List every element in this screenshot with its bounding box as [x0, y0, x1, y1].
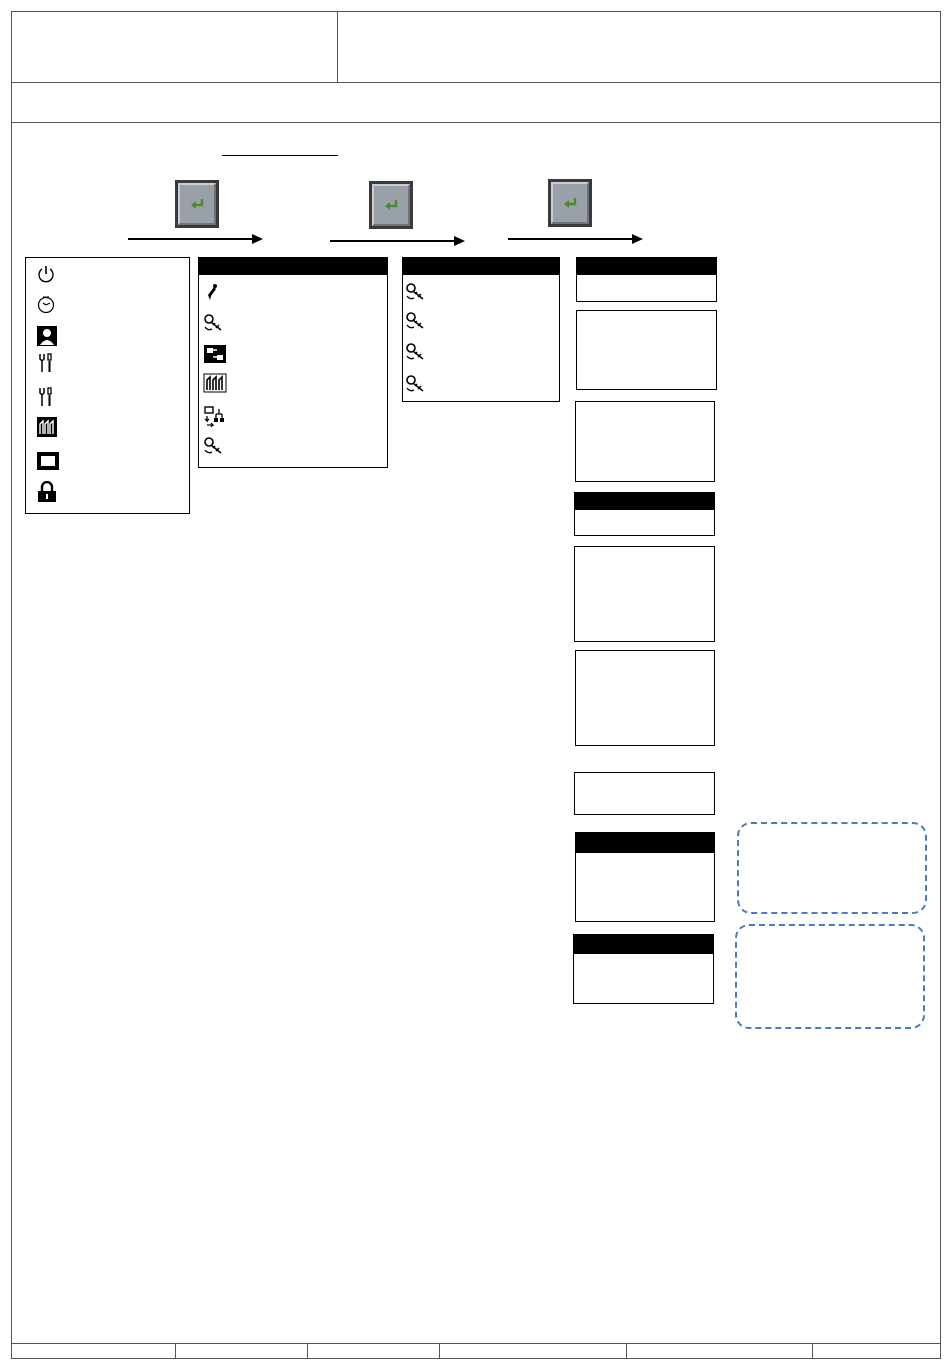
submenu-1-title	[199, 260, 203, 274]
wrench-icon	[405, 342, 427, 362]
detail-screen-title	[574, 937, 578, 951]
arrow-head-icon	[632, 234, 643, 244]
enter-arrow-icon	[189, 197, 205, 211]
arrow-head-icon	[252, 234, 263, 244]
submenu-1-titlebar	[199, 258, 387, 275]
note-box-2	[735, 924, 925, 1029]
header-rule-1	[11, 82, 941, 83]
power-icon	[36, 264, 56, 284]
clock-icon	[36, 295, 56, 315]
detail-screen-2[interactable]	[576, 310, 717, 390]
flow-arrow-2	[330, 240, 454, 242]
enter-button-2[interactable]	[369, 181, 413, 229]
header-rule-2	[11, 122, 941, 123]
detail-screen-4-titlebar	[575, 493, 714, 510]
footer-divider	[175, 1343, 176, 1359]
network-icon	[203, 405, 227, 431]
caption-underline	[222, 155, 338, 156]
header-divider	[337, 11, 338, 82]
detail-screen-1-titlebar	[577, 258, 716, 275]
flow-arrow-3	[508, 238, 632, 240]
page-frame	[11, 11, 941, 1359]
io-module-icon	[203, 344, 227, 364]
enter-arrow-icon	[562, 196, 578, 210]
footer-divider	[626, 1343, 627, 1359]
wrench-icon	[405, 282, 427, 302]
enter-button-1[interactable]	[175, 180, 219, 228]
lock-icon	[36, 481, 58, 503]
detail-screen-9-titlebar	[574, 935, 713, 954]
footer-divider	[439, 1343, 440, 1359]
detail-screen-5[interactable]	[574, 546, 715, 642]
footer-divider	[307, 1343, 308, 1359]
submenu-2	[402, 257, 560, 402]
main-menu	[25, 257, 190, 514]
submenu-2-titlebar	[403, 258, 559, 275]
arrow-head-icon	[454, 236, 465, 246]
detail-screen-4[interactable]	[574, 492, 715, 536]
enter-button-3[interactable]	[548, 179, 592, 227]
tools-icon	[36, 386, 56, 408]
wrench-icon	[405, 374, 427, 394]
footer-divider	[812, 1343, 813, 1359]
wrench-icon	[405, 311, 427, 331]
user-icon	[36, 325, 58, 347]
submenu-1	[198, 257, 388, 468]
wrench-icon	[203, 313, 225, 333]
detail-screen-8-titlebar	[576, 833, 714, 853]
detail-screen-1[interactable]	[576, 257, 717, 302]
enter-arrow-icon	[383, 198, 399, 212]
detail-screen-9[interactable]	[573, 934, 714, 1004]
detail-screen-6[interactable]	[575, 650, 715, 746]
note-box-1	[737, 822, 927, 914]
submenu-2-title	[403, 260, 407, 274]
detail-screen-8[interactable]	[575, 832, 715, 922]
detail-screen-title	[577, 260, 581, 274]
detail-screen-title	[575, 495, 579, 509]
wrench-icon	[203, 436, 225, 456]
flow-arrow-1	[128, 238, 252, 240]
card-icon	[36, 450, 60, 472]
detail-screen-7[interactable]	[574, 772, 715, 815]
factory-icon	[36, 416, 58, 438]
detail-screen-3[interactable]	[575, 401, 715, 482]
detail-screen-title	[576, 835, 580, 849]
tools-icon	[36, 352, 56, 374]
wrench-pen-icon	[203, 282, 221, 302]
factory-icon	[203, 373, 227, 393]
footer-rule	[11, 1343, 941, 1344]
